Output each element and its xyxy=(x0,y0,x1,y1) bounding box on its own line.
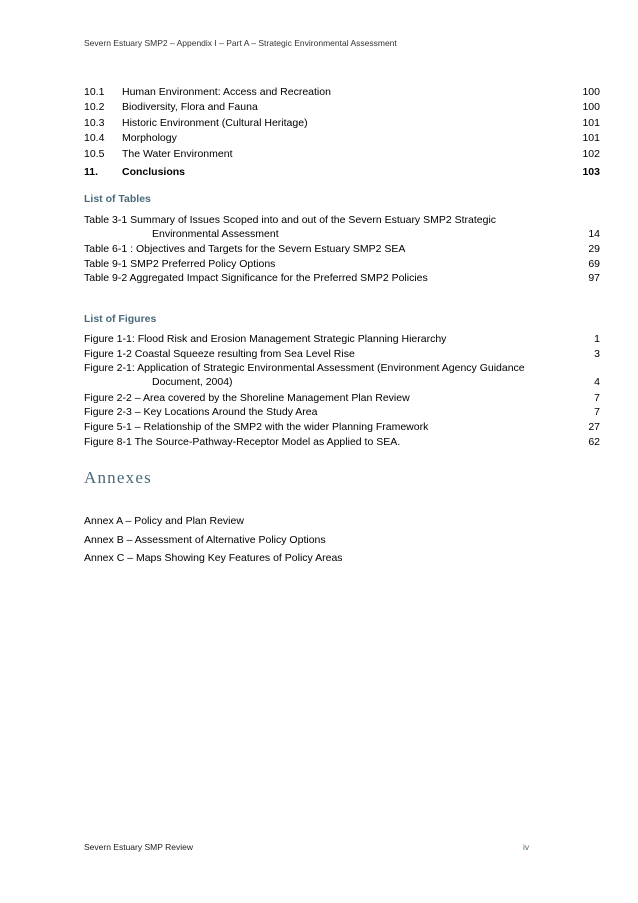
table-entry-page: 29 xyxy=(588,243,600,255)
figure-entry-page: 4 xyxy=(594,376,600,388)
toc-entry-title: Human Environment: Access and Recreation xyxy=(122,86,331,98)
table-entry-page: 97 xyxy=(588,272,600,284)
toc-entry[interactable] xyxy=(84,85,600,99)
figure-entry-page: 7 xyxy=(594,406,600,418)
figure-entry-page: 62 xyxy=(588,436,600,448)
toc-entry-number: 10.1 xyxy=(84,86,105,98)
table-entry[interactable] xyxy=(84,213,600,241)
figure-entry[interactable] xyxy=(84,332,600,346)
figure-entry-title: Figure 8-1 The Source-Pathway-Receptor Model as Applied to SEA. xyxy=(84,436,401,448)
figure-entry-title: Figure 5-1 – Relationship of the SMP2 with the wider Planning Framework xyxy=(84,421,429,433)
toc-entry-page: 101 xyxy=(582,117,600,129)
toc-entry-number: 10.5 xyxy=(84,148,105,160)
figure-entry[interactable] xyxy=(84,435,600,449)
table-entry-title: Table 9-2 Aggregated Impact Significance for the Preferred SMP2 Policies xyxy=(84,272,428,284)
toc-entry-page: 101 xyxy=(582,132,600,144)
toc-entry-title: The Water Environment xyxy=(122,148,233,160)
toc-entry-page: 100 xyxy=(582,101,600,113)
toc-entry-page: 102 xyxy=(582,148,600,160)
list-of-tables-heading: List of Tables xyxy=(84,193,151,205)
table-entry[interactable] xyxy=(84,242,600,256)
figure-entry-title-continued: Document, 2004) xyxy=(152,376,233,388)
toc-entry[interactable] xyxy=(84,147,600,161)
toc-entry-title: Biodiversity, Flora and Fauna xyxy=(122,101,258,113)
figure-entry-page: 7 xyxy=(594,392,600,404)
toc-entry-number: 10.3 xyxy=(84,117,105,129)
toc-entry-page: 100 xyxy=(582,86,600,98)
list-of-figures-heading: List of Figures xyxy=(84,313,157,325)
table-entry[interactable] xyxy=(84,271,600,285)
figure-entry-title: Figure 1-1: Flood Risk and Erosion Management Strategic Planning Hierarchy xyxy=(84,333,447,345)
table-entry-title: Table 9-1 SMP2 Preferred Policy Options xyxy=(84,258,276,270)
annex-item[interactable]: Annex C – Maps Showing Key Features of Policy Areas xyxy=(84,552,343,564)
figure-entry-title: Figure 2-2 – Area covered by the Shoreline Management Plan Review xyxy=(84,392,410,404)
figure-entry[interactable] xyxy=(84,347,600,361)
annex-item[interactable]: Annex B – Assessment of Alternative Policy Options xyxy=(84,534,326,546)
toc-entry-number: 10.4 xyxy=(84,132,105,144)
figure-entry-page: 27 xyxy=(588,421,600,433)
toc-entry[interactable] xyxy=(84,116,600,130)
annex-item[interactable]: Annex A – Policy and Plan Review xyxy=(84,515,244,527)
toc-entry[interactable] xyxy=(84,100,600,114)
figure-entry-title: Figure 1-2 Coastal Squeeze resulting from Sea Level Rise xyxy=(84,348,355,360)
figure-entry-title: Figure 2-1: Application of Strategic Environmental Assessment (Environment Agency Guidance xyxy=(84,362,525,374)
table-entry-title: Table 6-1 : Objectives and Targets for the Severn Estuary SMP2 SEA xyxy=(84,243,406,255)
toc-entry-chapter[interactable] xyxy=(84,165,600,179)
figure-entry-page: 3 xyxy=(594,348,600,360)
figure-entry-title: Figure 2-3 – Key Locations Around the Study Area xyxy=(84,406,318,418)
figure-entry[interactable] xyxy=(84,405,600,419)
table-entry-title: Table 3-1 Summary of Issues Scoped into and out of the Severn Estuary SMP2 Strategic xyxy=(84,214,497,226)
footer-title: Severn Estuary SMP Review xyxy=(84,842,193,852)
table-entry-page: 14 xyxy=(588,228,600,240)
toc-entry-number: 11. xyxy=(84,166,99,178)
toc-entry-page: 103 xyxy=(582,166,600,178)
toc-entry-title: Historic Environment (Cultural Heritage) xyxy=(122,117,308,129)
figure-entry[interactable] xyxy=(84,361,600,389)
toc-entry-title: Conclusions xyxy=(122,166,186,178)
figure-entry[interactable] xyxy=(84,420,600,434)
toc-entry-number: 10.2 xyxy=(84,101,105,113)
figure-entry[interactable] xyxy=(84,391,600,405)
running-header: Severn Estuary SMP2 – Appendix I – Part A – Strategic Environmental Assessment xyxy=(84,38,397,48)
annexes-heading: Annexes xyxy=(84,468,152,487)
figure-entry-page: 1 xyxy=(594,333,600,345)
toc-entry[interactable] xyxy=(84,131,600,145)
page-number: iv xyxy=(523,842,530,852)
table-entry-page: 69 xyxy=(588,258,600,270)
toc-entry-title: Morphology xyxy=(122,132,177,144)
table-entry[interactable] xyxy=(84,257,600,271)
table-entry-title-continued: Environmental Assessment xyxy=(152,228,279,240)
